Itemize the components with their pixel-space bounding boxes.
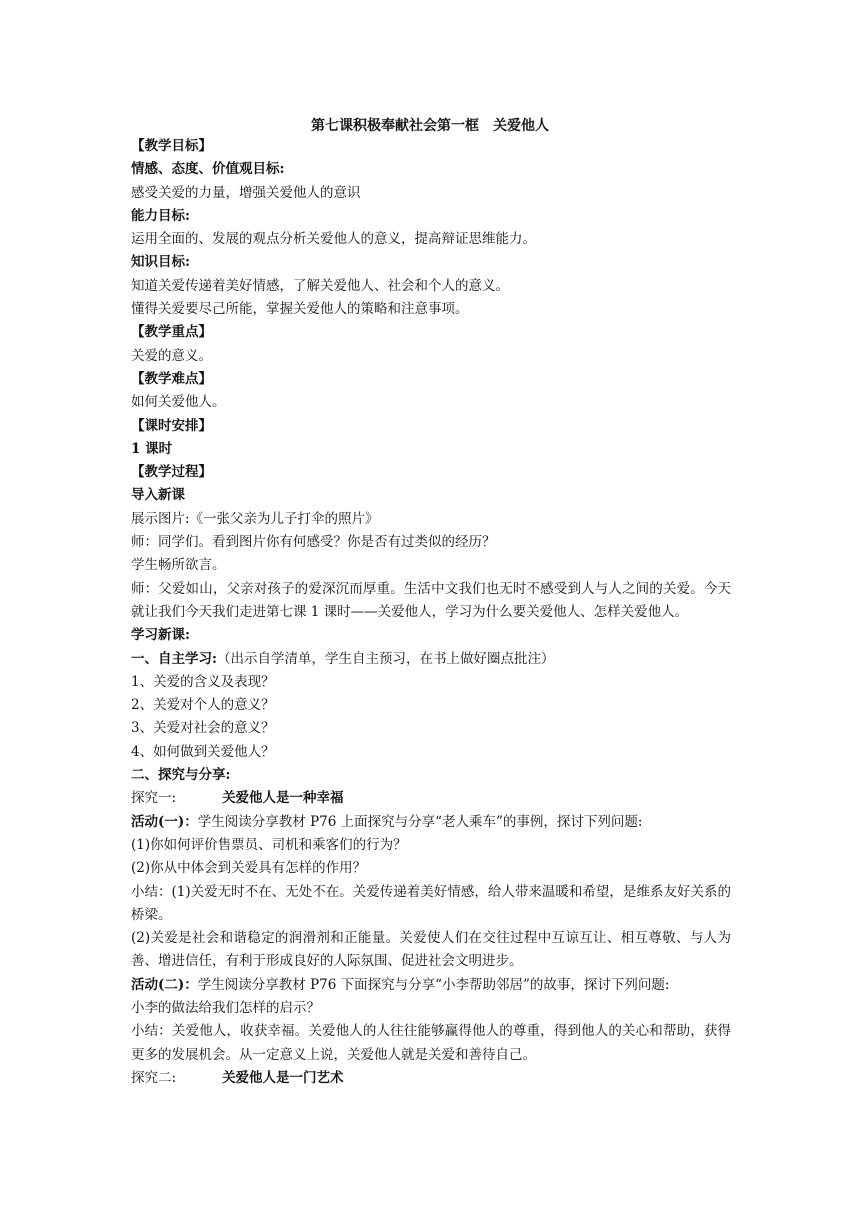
knowledge-goal-text-1: 知道关爱传递着美好情感，了解关爱他人、社会和个人的意义。	[131, 277, 509, 294]
heading-explore: 二、探究与分享:	[131, 767, 231, 784]
self-study-text: （出示自学清单，学生自主预习，在书上做好圈点批注）	[216, 650, 555, 667]
activity-1-question-1: (1)你如何评价售票员、司机和乘客们的行为？	[131, 836, 407, 853]
activity-2-line	[131, 974, 731, 997]
intro-text-1: 展示图片:《一张父亲为儿子打伞的照片》	[131, 510, 379, 527]
heading-new-lesson: 学习新课:	[131, 627, 190, 644]
activity-1-line	[131, 811, 731, 834]
question-4: 4、如何做到关爱他人？	[131, 743, 275, 760]
activity-1-question-2: (2)你从中体会到关爱具有怎样的作用？	[131, 860, 367, 877]
heading-knowledge-goal: 知识目标:	[131, 254, 190, 271]
emotion-goal-text: 感受关爱的力量，增强关爱他人的意识	[131, 184, 361, 201]
intro-text-3: 学生畅所欲言。	[131, 557, 226, 574]
activity-2-text: 学生阅读分享教材 P76 下面探究与分享“小李帮助邻居”的故事，探讨下列问题:	[197, 976, 670, 993]
heading-process: 【教学过程】	[131, 464, 212, 481]
heading-intro: 导入新课	[131, 487, 185, 504]
heading-key-point: 【教学重点】	[131, 324, 212, 341]
self-study-head: 一、自主学习:	[131, 650, 217, 667]
key-point-text: 关爱的意义。	[131, 347, 212, 364]
intro-text-2: 师：同学们。看到图片你有何感受？你是否有过类似的经历？	[131, 534, 496, 551]
difficulty-text: 如何关爱他人。	[131, 394, 226, 411]
heading-ability-goal: 能力目标:	[131, 207, 190, 224]
heading-difficulty: 【教学难点】	[131, 370, 212, 387]
heading-schedule: 【课时安排】	[131, 417, 212, 434]
activity-1-head: 活动(一)：	[131, 813, 198, 830]
question-3: 3、关爱对社会的意义？	[131, 720, 275, 737]
activity-2-question: 小李的做法给我们怎样的启示？	[131, 999, 320, 1016]
question-2: 2、关爱对个人的意义？	[131, 697, 275, 714]
activity-1-text: 学生阅读分享教材 P76 上面探究与分享“老人乘车”的事例，探讨下列问题:	[197, 813, 643, 830]
summary-1-part-2: (2)关爱是社会和谐稳定的润滑剂和正能量。关爱使人们在交往过程中互谅互让、相互尊敬、与人为善、增进信任，有利于形成良好的人际氛围、促进社会文明进步。	[131, 930, 731, 970]
knowledge-goal-text-2: 懂得关爱要尽己所能，掌握关爱他人的策略和注意事项。	[131, 301, 469, 318]
activity-2-head: 活动(二)：	[131, 976, 198, 993]
explore-1-title: 关爱他人是一种幸福	[222, 790, 344, 807]
ability-goal-text: 运用全面的、发展的观点分析关爱他人的意义，提高辩证思维能力。	[131, 231, 536, 248]
explore-2-title: 关爱他人是一门艺术	[222, 1069, 344, 1086]
summary-2: 小结：关爱他人，收获幸福。关爱他人的人往往能够赢得他人的尊重，得到他人的关心和帮助，获得更多的发展机会。从一定意义上说，关爱他人就是关爱和善待自己。	[131, 1023, 731, 1063]
schedule-text: 1 课时	[131, 440, 173, 457]
heading-emotion-goal: 情感、态度、价值观目标:	[131, 161, 285, 178]
intro-text-4: 师：父爱如山，父亲对孩子的爱深沉而厚重。生活中文我们也无时不感受到人与人之间的关爱。今天就让我们今天我们走进第七课 1 课时——关爱他人，学习为什么要关爱他人、怎样关爱他人。	[131, 580, 731, 620]
explore-1-label: 探究一:	[131, 790, 177, 807]
self-study-line	[131, 648, 731, 671]
explore-1-line	[131, 787, 731, 810]
explore-2-line	[131, 1067, 731, 1090]
heading-goals: 【教学目标】	[131, 138, 212, 154]
question-1: 1、关爱的含义及表现？	[131, 673, 275, 690]
summary-1: 小结：(1)关爱无时不在、无处不在。关爱传递着美好情感，给人带来温暖和希望，是维系友好关系的桥梁。	[131, 883, 731, 923]
document-title: 第七课积极奉献社会第一框 关爱他人	[311, 118, 549, 134]
document-body	[131, 135, 731, 1090]
explore-2-label: 探究二:	[131, 1069, 177, 1086]
